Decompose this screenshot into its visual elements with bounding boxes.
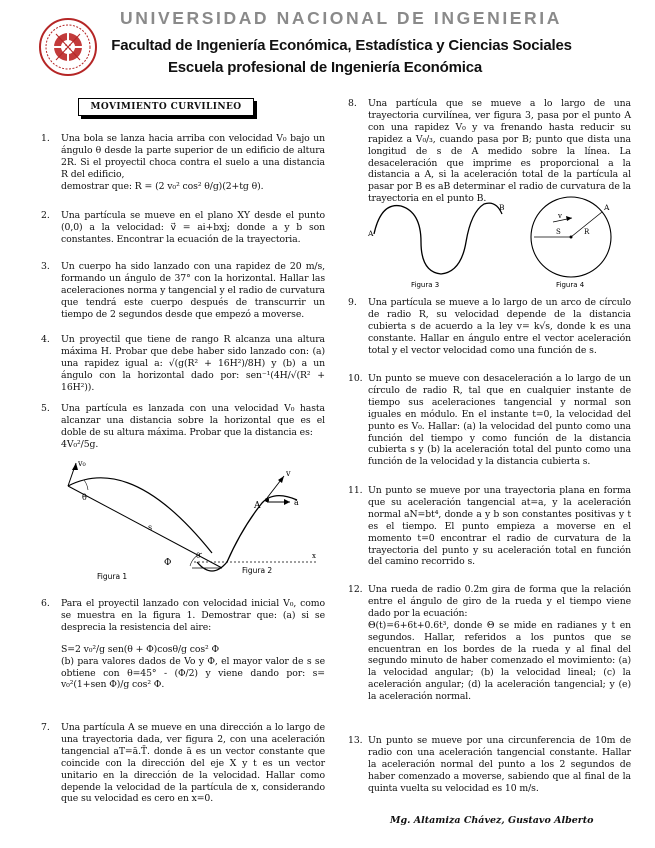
problem-number: 6.: [41, 598, 50, 609]
problem-formula: S=2 v₀²/g sen(θ + Φ)cosθ/g cos² Φ: [61, 643, 219, 655]
author-signature: Mg. Altamiza Chávez, Gustavo Alberto: [390, 815, 594, 826]
problem-number: 12.: [348, 584, 363, 595]
problem-number: 4.: [41, 334, 50, 345]
fig4-radius: R: [584, 228, 590, 236]
problem-text: Una rueda de radio 0.2m gira de forma que la relación entre el ángulo de giro de la rueda y el tiempo viene dado por la ecuación:: [368, 584, 631, 619]
problem-13: [348, 735, 631, 795]
problem-6: [41, 598, 325, 691]
fig1-theta-label: θ: [82, 493, 87, 502]
problem-9: [348, 297, 631, 357]
problem-text: Para el proyectil lanzado con velocidad inicial V₀, como se muestra en la figura 1. Demostrar que: (a) si se desprecia la resistencia del aire:: [61, 598, 325, 633]
fig4-s-label: S: [556, 228, 561, 236]
school-title: Escuela profesional de Ingeniería Económica: [167, 59, 482, 76]
fig3-point-a: A: [368, 229, 374, 238]
university-title: UNIVERSIDAD NACIONAL DE INGENIERIA: [120, 8, 562, 28]
fig1-caption: Figura 1: [97, 572, 128, 581]
fig3-point-b: B: [499, 203, 505, 212]
figures-3-4: [366, 192, 636, 292]
problem-text: Un punto se mueve con desaceleración a lo largo de un círculo de radio R, tal que en cualquier instante de tiempo sus aceleraciones tangencial y normal son iguales en módulo. En el instante t=0, la velocidad del punto es V₀. Hallar: (a) la velocidad del punto como una función del tiempo y como función de la distancia cubierta s y (b) la aceleración total del punto como una función de la velocidad y la distancia cubierta s.: [368, 373, 631, 468]
problem-number: 5.: [41, 403, 50, 414]
problem-formula-b: (b) para valores dados de Vo y Φ, el mayor valor de s se obtiene con θ=45° - (Φ/2) y viene dando por: s= v₀²(1+sen Φ)/g cos² Φ.: [61, 655, 325, 691]
university-seal-icon: [38, 12, 98, 82]
problem-11: [348, 485, 631, 568]
figure-1: [68, 459, 222, 581]
problem-number: 2.: [41, 210, 50, 221]
problem-12: [348, 584, 631, 703]
problem-number: 3.: [41, 261, 50, 272]
figure-2: [194, 469, 317, 575]
problem-formula: Θ(t)=6+6t+0.6t³, donde Θ se mide en radianes y t en segundos. Hallar, referidos a los puntos que se encuentran en los bordes de la rueda y al final del segundo minuto de haber comenzado el movimiento: (a) la velocidad angular; (b) la velocidad lineal; (c) la aceleración angular; (d) la aceleración tangencial; y (e) la aceleración normal.: [368, 619, 631, 703]
faculty-title: Facultad de Ingeniería Económica, Estadística y Ciencias Sociales: [111, 37, 572, 54]
problem-number: 11.: [348, 485, 363, 496]
problem-text: Una partícula se mueve en el plano XY desde el punto (0,0) a la velocidad: v⃗ = ai+bxj; donde a y b son constantes. Encontrar la ecuación de la trayectoria.: [61, 210, 325, 245]
problem-number: 1.: [41, 133, 50, 144]
fig1-v0-label: v₀: [78, 459, 86, 468]
fig4-caption: Figura 4: [556, 281, 585, 289]
problem-1: [41, 133, 325, 193]
problem-formula: 4V₀²/5g.: [61, 438, 99, 450]
problem-text: Una partícula es lanzada con una velocidad V₀ hasta alcanzar una distancia sobre la horizontal que es el doble de su altura máxima. Probar que la distancia es:: [61, 403, 325, 438]
fig4-v-label: v: [558, 212, 562, 220]
problem-10: [348, 373, 631, 468]
problem-5: [41, 403, 325, 451]
fig3-caption: Figura 3: [411, 281, 440, 289]
problem-number: 9.: [348, 297, 357, 308]
problem-number: 13.: [348, 735, 363, 746]
problem-text: Una partícula A se mueve en una dirección a lo largo de una trayectoria dada, ver figura 2, con una aceleración tangencial aT=ā.T̄. donde ā es un vector constante que coincide con la dirección del eje X y t es un vector unitario en la dirección de la velocidad. Hallar como depende la velocidad de la partícula de x, considerando que su velocidad es cero en x=0.: [61, 722, 325, 805]
problem-text: Un cuerpo ha sido lanzado con una rapidez de 20 m/s, formando un ángulo de 37° con la horizontal. Hallar las aceleraciones norma y tangencial y el radio de curvatura que tendrá este cuerpo después de transcurrir un tiempo de 2 segundos desde que empezó a moverse.: [61, 261, 325, 320]
problem-7: [41, 722, 325, 805]
fig1-s-label: s: [148, 523, 153, 532]
fig4-point-a: A: [604, 203, 610, 212]
fig2-v-label: v: [286, 469, 291, 478]
problem-formula: demostrar que: R = (2 v₀² cos² θ/g)(2+tg θ).: [61, 180, 264, 192]
fig2-caption: Figura 2: [242, 566, 273, 575]
figures-1-2: [62, 458, 332, 588]
problem-text: Una partícula que se mueve a lo largo de una trayectoria curvilínea, ver figura 3, pasa por el punto A con una rapidez V₀ y va frenando hasta reducir su rapidez a V₀/₃, cuando pasa por B; punto que dista una longitud de s de A medido sobre la línea. La desaceleración que imprime es proporcional a la distancia a A, si la aceleración total de la partícula al pasar por B es aB determinar el radio de curvatura de la trayectoria en el punto B.: [368, 98, 631, 205]
problem-text: Un punto se mueve por una circunferencia de 10m de radio con una aceleración tangencial constante. Hallar la aceleración normal del punto a los 2 segundos de haber comenzado a moverse, sabiendo que al final de la quinta vuelta su velocidad es 10 m/s.: [368, 735, 631, 794]
problem-number: 10.: [348, 373, 363, 384]
section-title: MOVIMIENTO CURVILINEO: [78, 98, 254, 116]
problem-3: [41, 261, 325, 321]
problem-4: [41, 334, 325, 394]
problem-text: Un proyectil que tiene de rango R alcanza una altura máxima H. Probar que debe haber sido lanzado con: (a) una rapidez igual a: √(g(R² + 16H²)/8H) y (b) a un ángulo con la horizontal dado por: sen⁻¹(4H/√(R² + 16H²)).: [61, 334, 325, 393]
fig2-a-vector: a: [294, 498, 299, 507]
problem-2: [41, 210, 325, 246]
figure-4: [531, 197, 611, 289]
problem-8: [348, 98, 631, 205]
figure-3: [367, 203, 505, 289]
fig2-origin: 0: [196, 552, 201, 560]
problem-text: Una partícula se mueve a lo largo de un arco de círculo de radio R, su velocidad depende de la distancia cubierta s de acuerdo a la ley v= k√s, donde k es una constante. Hallar en ángulo entre el vector aceleración total y el vector velocidad como una función de s.: [368, 297, 631, 356]
problem-number: 7.: [41, 722, 50, 733]
problem-number: 8.: [348, 98, 357, 109]
fig1-phi-label: Φ: [164, 558, 172, 568]
problem-text: Un punto se mueve por una trayectoria plana en forma que su aceleración tangencial at=a, y la aceleración normal aN=bt⁴, donde a y b son constantes positivas y t es el tiempo. El punto empieza a moverse en el momento t=0 encontrar el radio de curvatura de la trayectoria del punto y su aceleración total en función del camino recorrido s.: [368, 485, 631, 568]
fig2-x-axis: x: [312, 552, 316, 560]
fig2-point-a: A: [254, 501, 261, 511]
problem-text: Una bola se lanza hacia arriba con velocidad V₀ bajo un ángulo θ desde la parte superior de un edificio de altura 2R. Si el proyectil choca contra el suelo a una distancia R del edificio,: [61, 133, 325, 180]
